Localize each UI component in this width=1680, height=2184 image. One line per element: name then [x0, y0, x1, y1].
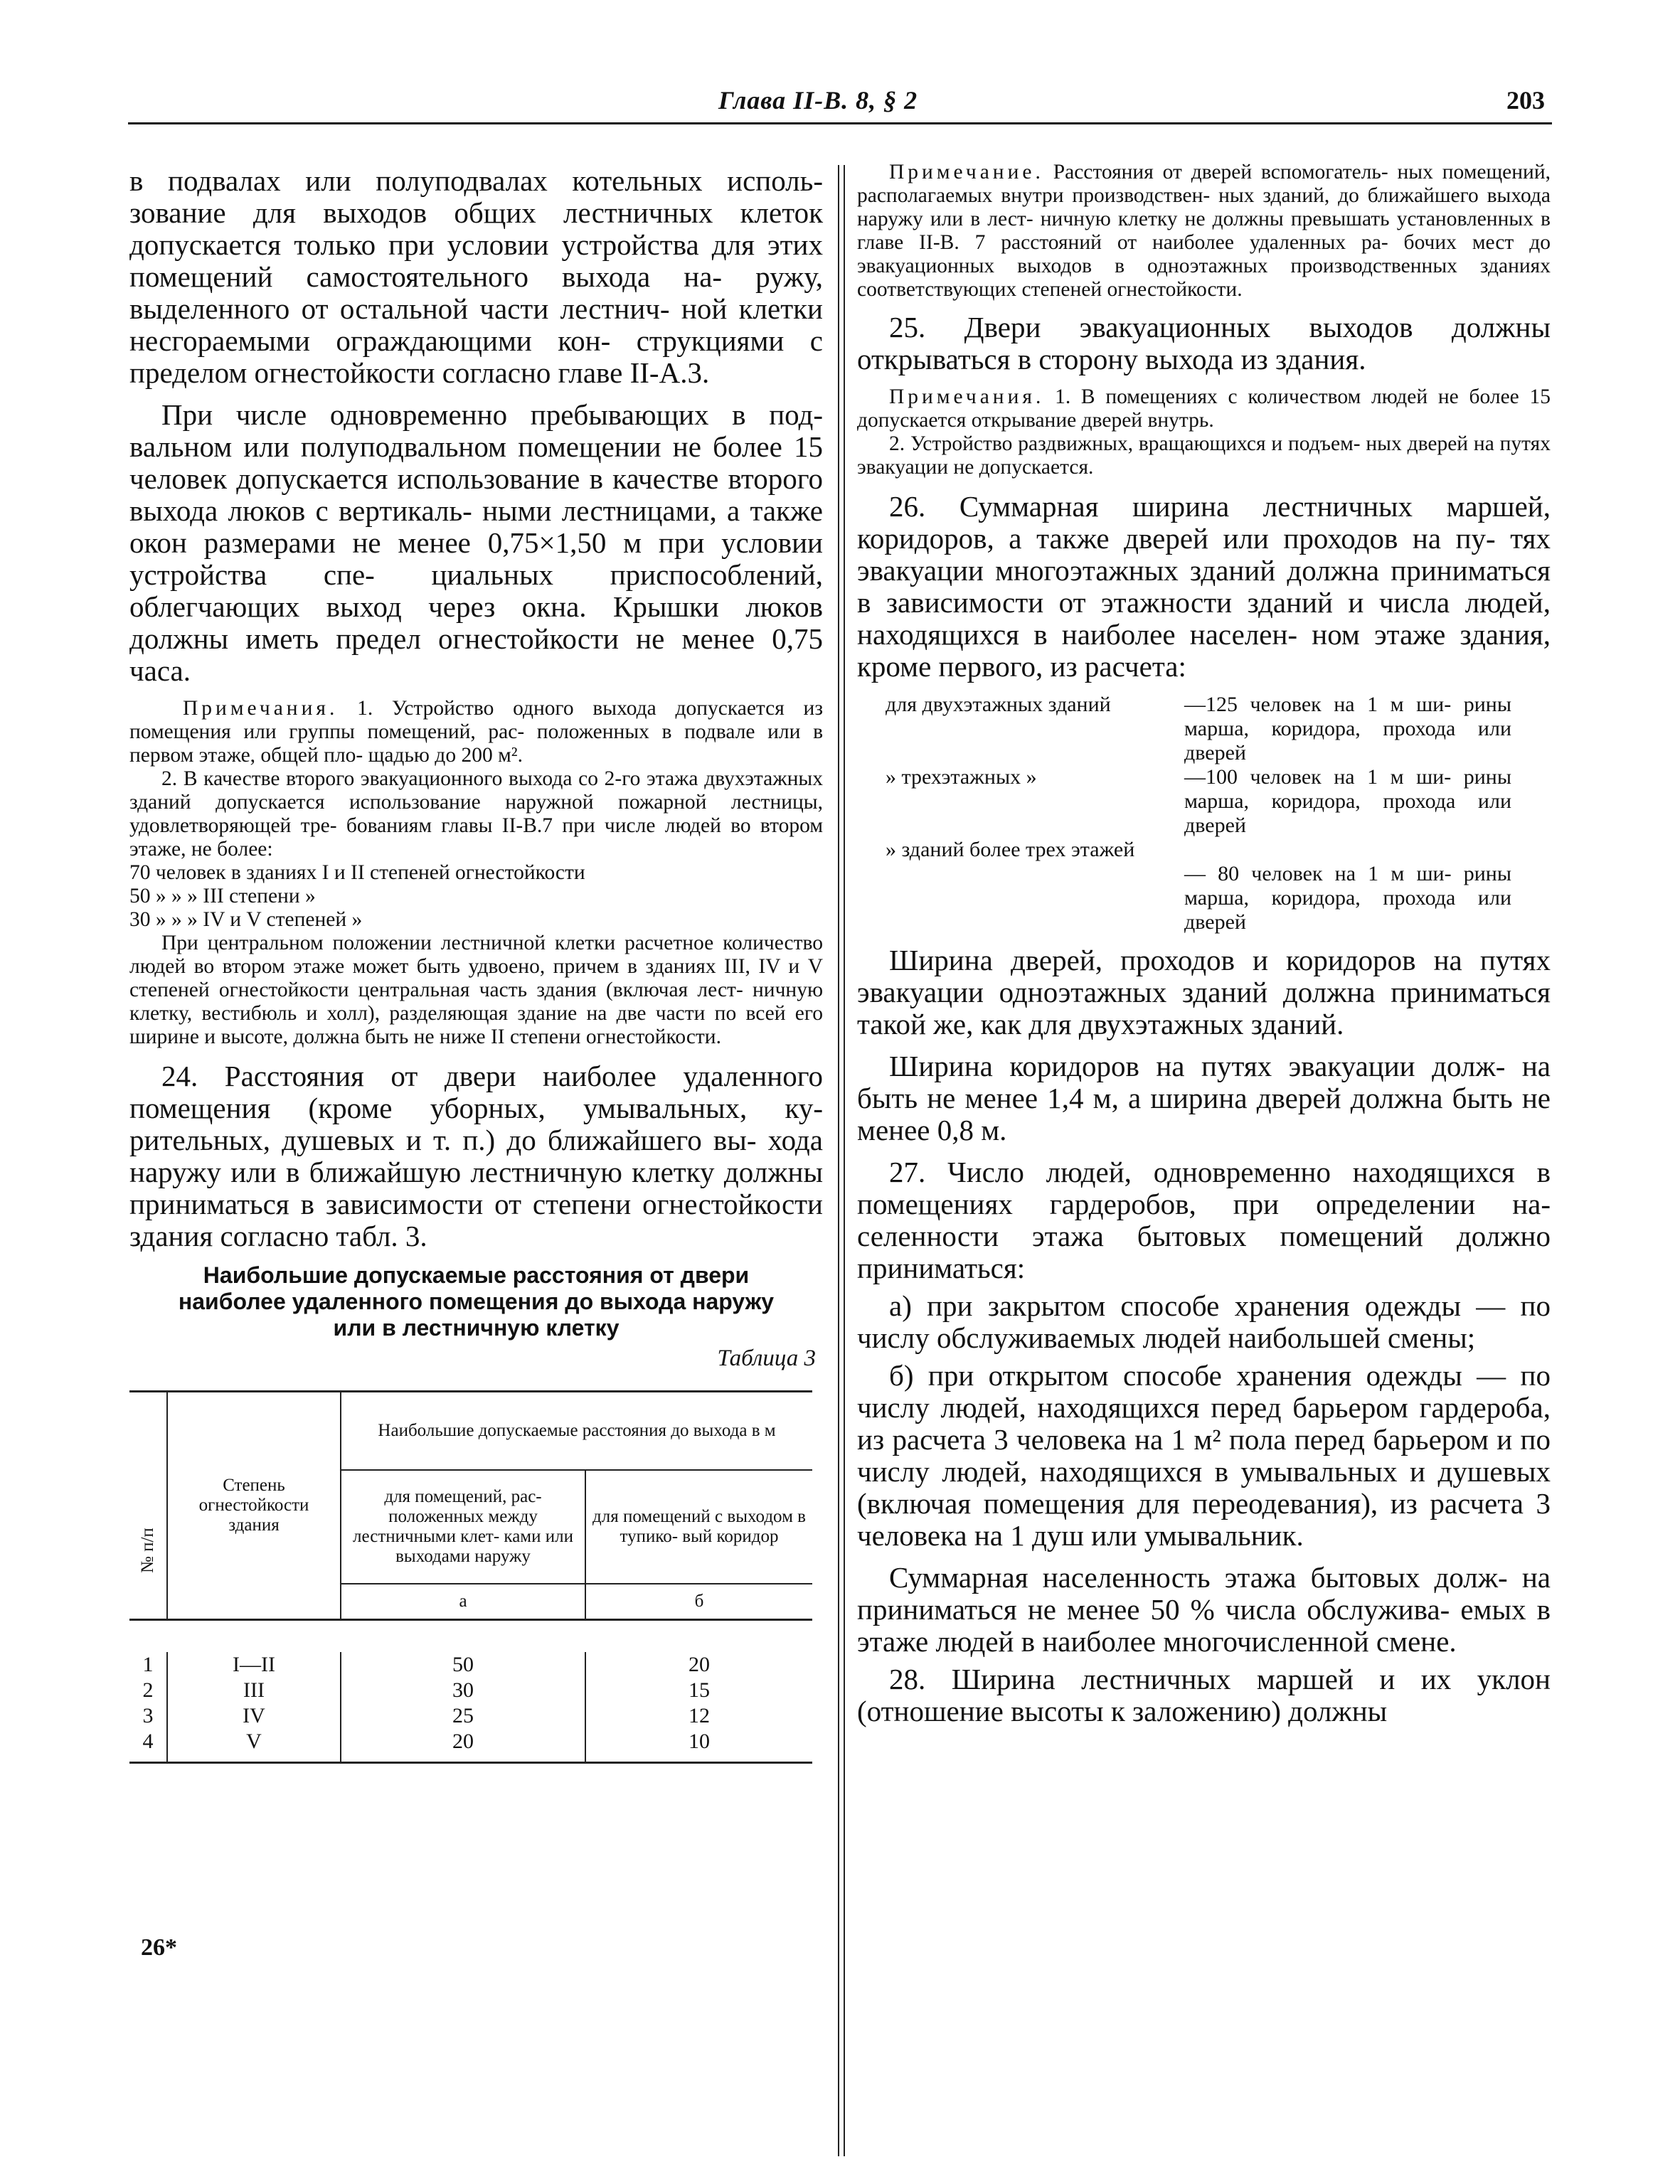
page-number: 203	[1506, 86, 1545, 114]
signature-mark: 26*	[141, 1934, 177, 1961]
paragraph-intro: в подвалах или полуподвалах котельных исполь- зование для выходов общих лестничных клеток допускается только при условии устройства для этих помещений самостоятельного выхода на- ружу, выделенного от остальной части лестнич- ной клетки несгораемыми ограждающими кон- струкциями с пределом огнестойкости согласно главе II-А.3.	[129, 164, 823, 389]
header-rule	[128, 122, 1552, 124]
table-row: 1 I—II 50 20	[129, 1652, 812, 1678]
note-1: 1. Устройство одного выхода допускается из помещения или группы помещений, рас- положенных в подвале или в первом этаже, общей пло- щадью до 200 м².	[129, 697, 824, 767]
people-row: 70 человек в зданиях I и II степеней огнестойкости	[129, 861, 585, 884]
note-label: Примечание.	[889, 161, 1044, 183]
column-divider	[844, 165, 845, 2156]
paragraph-27a: а) при закрытом способе хранения одежды — по числу обслуживаемых людей наибольшей смены;	[857, 1289, 1551, 1354]
paragraph-width-2: Ширина коридоров на путях эвакуации долж- на быть не менее 1,4 м, а ширина дверей должна быть не менее 0,8 м.	[857, 1050, 1551, 1146]
note-25-2: 2. Устройство раздвижных, вращающихся и подъем- ных дверей на путях эвакуации не допускается.	[857, 432, 1551, 479]
col-header-b: для помещений с выходом в тупико- вый коридор	[585, 1470, 812, 1584]
paragraph-26: 26. Суммарная ширина лестничных маршей, коридоров, а также дверей или проходов на пу- тях эвакуации многоэтажных зданий должна приниматься в зависимости от этажности зданий и числа людей, находящихся в наиболее населен- ном этаже здания, кроме первого, из расчета:	[857, 490, 1551, 683]
table-row: 2 III 30 15	[129, 1678, 812, 1703]
note-central-staircase: При центральном положении лестничной клетки расчетное количество людей во втором этаже может быть удвоено, причем в зданиях III, IV и V степеней огнестойкости центральная часть здания (включая лест- ничную клетку, вестибюль и холл), разделяющая здание на две части по всей его ширине и высоте, должна быть не ниже II степени огнестойкости.	[129, 932, 823, 1048]
table-caption: Наибольшие допускаемые расстояния от двери наиболее удаленного помещения до выхода наружу или в лестничную клетку	[178, 1262, 775, 1341]
calc-list	[886, 693, 1536, 934]
calc-row: » зданий более трех этажей — 80 человек на 1 м ши- рины марша, коридора, прохода или дверей	[886, 838, 1511, 934]
note-auxiliary	[857, 161, 1551, 302]
paragraph-28: 28. Ширина лестничных маршей и их уклон (отношение высоты к заложению) должны	[857, 1663, 1551, 1727]
col-header-degree: Степень огнестойкости здания	[167, 1392, 341, 1620]
right-column	[857, 161, 1551, 1737]
calc-row: » трехэтажных » —100 человек на 1 м ши- рины марша, коридора, прохода или дверей	[886, 765, 1511, 837]
table-row: 3 IV 25 12	[129, 1703, 812, 1729]
col-sub-a: а	[341, 1584, 585, 1620]
table-row: 4 V 20 10	[129, 1729, 812, 1763]
notes-block-1	[129, 697, 823, 767]
col-header-group: Наибольшие допускаемые расстояния до выхода в м	[341, 1392, 812, 1471]
running-header-title: Глава II-В. 8, § 2	[718, 86, 918, 114]
note-2: 2. В качестве второго эвакуационного выхода со 2-го этажа двухэтажных зданий допускается использование наружной пожарной лестницы, удовлетворяющей тре- бованиям главы II-В.7 при числе людей во втором этаже, не более:	[129, 767, 823, 861]
calc-row: для двухэтажных зданий —125 человек на 1 м ши- рины марша, коридора, прохода или дверей	[886, 693, 1511, 765]
table-number: Таблица 3	[717, 1346, 816, 1371]
paragraph-total: Суммарная населенность этажа бытовых долж- на приниматься не менее 50 % числа обслужива- емых в этаже людей в наиболее многочисленной смене.	[857, 1561, 1551, 1658]
col-header-a: для помещений, рас- положенных между лестничными клет- ками или выходами наружу	[341, 1470, 585, 1584]
paragraph-basement-count: При числе одновременно пребывающих в под- вальном или полуподвальном помещении не более 15 человек допускается использование в качестве второго выхода люков с вертикаль- ными лестницами, а также окон размерами не менее 0,75×1,50 м при условии устройства спе- циальных приспособлений, облегчающих выход через окна. Крышки люков должны иметь предел огнестойкости не менее 0,75 часа.	[129, 398, 823, 687]
notes-label: Примечания.	[889, 385, 1045, 408]
notes-block-25	[857, 385, 1551, 432]
col-header-number: № п/п	[129, 1392, 167, 1620]
distance-table	[129, 1390, 812, 1764]
notes-label: Примечания.	[183, 697, 339, 720]
column-divider	[838, 165, 839, 2156]
left-column	[129, 165, 823, 1764]
people-row: 50 » » » III степени »	[129, 885, 316, 907]
note-auxiliary-text: Расстояния от дверей вспомогатель- ных помещений, располагаемых внутри производствен- ных зданий, до ближайшего выхода наружу или в лест- ничную клетку не должны превышать установленных в главе II-В. 7 расстояний от наиболее удаленных ра- бочих мест до эвакуационных выходов в одноэтажных производственных зданиях соответствующих степеней огнестойкости.	[857, 161, 1551, 301]
paragraph-width-1: Ширина дверей, проходов и коридоров на путях эвакуации одноэтажных зданий должна приниматься такой же, как для двухэтажных зданий.	[857, 944, 1551, 1040]
note-25-1: 1. В помещениях с количеством людей не более 15 допускается открывание дверей внутрь.	[857, 385, 1551, 432]
col-sub-b: б	[585, 1584, 812, 1620]
people-row: 30 » » » IV и V степеней »	[129, 908, 363, 931]
paragraph-27b: б) при открытом способе хранения одежды — по числу людей, находящихся перед барьером гардероба, из расчета 3 человека на 1 м² пола перед барьером и по числу людей, находящихся в умывальных и душевых (включая помещения для переодевания), из расчета 3 человека на 1 душ или умывальник.	[857, 1359, 1551, 1552]
paragraph-24: 24. Расстояния от двери наиболее удаленного помещения (кроме уборных, умывальных, ку- рительных, душевых и т. п.) до ближайшего вы- хода наружу или в ближайшую лестничную клетку должны приниматься в зависимости от степени огнестойкости здания согласно табл. 3.	[129, 1060, 823, 1252]
paragraph-25: 25. Двери эвакуационных выходов должны открываться в сторону выхода из здания.	[857, 311, 1551, 375]
paragraph-27: 27. Число людей, одновременно находящихся в помещениях гардеробов, при определении на- селенности этажа бытовых помещений должно приниматься:	[857, 1156, 1551, 1284]
